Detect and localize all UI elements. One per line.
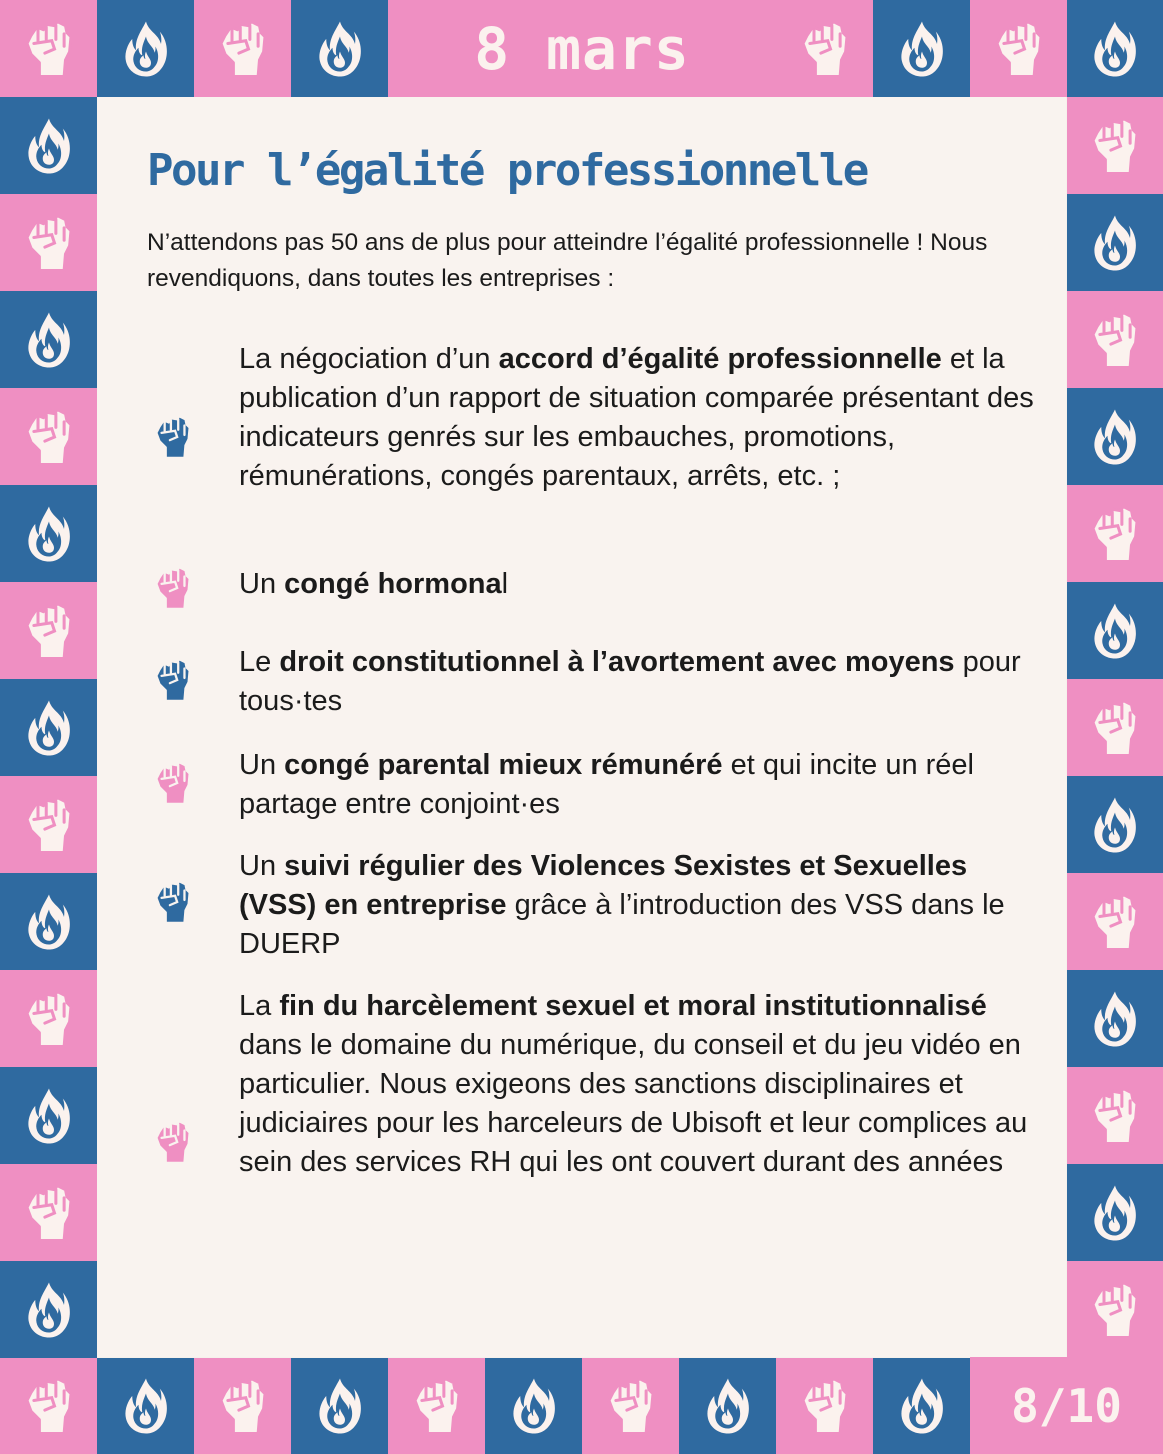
flame-icon bbox=[1090, 18, 1140, 80]
fist-tile bbox=[194, 0, 291, 97]
fist-icon bbox=[1087, 695, 1143, 761]
demand-text-part: pour tous·tes bbox=[239, 646, 1021, 717]
flame-icon bbox=[1090, 212, 1140, 274]
flame-tile bbox=[679, 1358, 776, 1454]
flame-tile bbox=[1067, 0, 1163, 97]
flame-tile bbox=[0, 97, 97, 194]
demand-text-part: Un bbox=[239, 749, 285, 781]
fist-icon bbox=[21, 792, 77, 858]
fist-icon bbox=[215, 16, 271, 82]
fist-icon bbox=[1087, 113, 1143, 179]
fist-icon bbox=[21, 210, 77, 276]
fist-icon bbox=[21, 16, 77, 82]
fist-icon bbox=[21, 986, 77, 1052]
flame-icon bbox=[1090, 1182, 1140, 1244]
fist-icon bbox=[797, 16, 853, 82]
fist-icon bbox=[152, 563, 194, 613]
fist-tile bbox=[0, 970, 97, 1067]
fist-tile bbox=[0, 1164, 97, 1261]
flame-tile bbox=[1067, 776, 1163, 873]
fist-icon bbox=[152, 758, 194, 808]
demand-emphasis: congé parental mieux rémunéré bbox=[284, 749, 723, 781]
demand-text-part: et la publication d’un rapport de situation comparée présentant des indicateurs genrés sur les embauches, promotions, rémunérations, congés parentaux, arrêts, etc. ; bbox=[239, 343, 1034, 492]
demand-emphasis: droit constitutionnel à l’avortement avec moyens bbox=[279, 646, 955, 678]
fist-icon bbox=[21, 1180, 77, 1246]
flame-tile bbox=[873, 0, 970, 97]
flame-icon bbox=[121, 18, 171, 80]
fist-icon bbox=[1087, 1277, 1143, 1343]
fist-icon bbox=[21, 598, 77, 664]
flame-icon bbox=[24, 1279, 74, 1341]
demand-text bbox=[239, 847, 1039, 964]
demand-text-part: La négociation d’un bbox=[239, 343, 499, 375]
flame-icon bbox=[1090, 988, 1140, 1050]
fist-icon bbox=[991, 16, 1047, 82]
flame-icon bbox=[897, 18, 947, 80]
header-banner bbox=[388, 0, 776, 97]
demand-text bbox=[239, 340, 1039, 496]
flame-icon bbox=[315, 1375, 365, 1437]
demand-text bbox=[239, 643, 1039, 721]
fist-tile bbox=[582, 1358, 679, 1454]
fist-icon bbox=[797, 1373, 853, 1439]
fist-tile bbox=[1067, 1067, 1163, 1164]
flame-tile bbox=[1067, 582, 1163, 679]
intro-text: N’attendons pas 50 ans de plus pour atteindre l’égalité professionnelle ! Nous revendiquons, dans toutes les entreprises : bbox=[147, 229, 988, 292]
header-title: 8 mars bbox=[474, 14, 690, 83]
fist-tile bbox=[1067, 485, 1163, 582]
fist-tile bbox=[388, 1358, 485, 1454]
fist-tile bbox=[0, 1358, 97, 1454]
fist-tile bbox=[776, 0, 873, 97]
flame-icon bbox=[24, 115, 74, 177]
flame-tile bbox=[97, 1358, 194, 1454]
fist-icon bbox=[409, 1373, 465, 1439]
demand-text bbox=[239, 746, 1039, 824]
fist-tile bbox=[0, 388, 97, 485]
content-panel bbox=[97, 97, 1066, 1357]
flame-icon bbox=[703, 1375, 753, 1437]
flame-icon bbox=[24, 309, 74, 371]
flame-tile bbox=[0, 679, 97, 776]
demand-emphasis: fin du harcèlement sexuel et moral institutionnalisé bbox=[279, 990, 987, 1022]
fist-icon bbox=[21, 1373, 77, 1439]
fist-tile bbox=[0, 776, 97, 873]
fist-tile bbox=[1067, 1261, 1163, 1358]
flame-tile bbox=[873, 1358, 970, 1454]
flame-icon bbox=[121, 1375, 171, 1437]
fist-tile bbox=[0, 194, 97, 291]
flame-icon bbox=[315, 18, 365, 80]
fist-tile bbox=[1067, 873, 1163, 970]
fist-icon bbox=[1087, 1083, 1143, 1149]
flame-tile bbox=[291, 0, 388, 97]
demand-emphasis: congé hormona bbox=[284, 568, 502, 600]
flame-tile bbox=[1067, 970, 1163, 1067]
demand-text-part: grâce à l’introduction des VSS dans le DUERP bbox=[239, 889, 1005, 960]
fist-icon bbox=[603, 1373, 659, 1439]
fist-icon bbox=[1087, 307, 1143, 373]
fist-icon bbox=[1087, 501, 1143, 567]
flame-tile bbox=[1067, 1164, 1163, 1261]
fist-tile bbox=[0, 0, 97, 97]
fist-icon bbox=[21, 404, 77, 470]
flame-icon bbox=[1090, 794, 1140, 856]
flame-icon bbox=[24, 697, 74, 759]
fist-icon bbox=[152, 655, 194, 705]
page-number-badge bbox=[970, 1357, 1163, 1454]
flame-icon bbox=[24, 891, 74, 953]
demand-text-part: La bbox=[239, 990, 280, 1022]
flame-tile bbox=[0, 1067, 97, 1164]
demand-text-part: l bbox=[501, 568, 509, 600]
flame-tile bbox=[0, 291, 97, 388]
fist-tile bbox=[1067, 291, 1163, 388]
fist-icon bbox=[1087, 889, 1143, 955]
flame-tile bbox=[1067, 194, 1163, 291]
flame-tile bbox=[97, 0, 194, 97]
demand-text-part: dans le domaine du numérique, du conseil et du jeu vidéo en particulier. Nous exigeons des sanctions disciplinaires et judiciaires pour les harceleurs de Ubisoft et leur complices au sein des services RH qui les ont couvert durant des années bbox=[239, 1029, 1028, 1178]
demand-text bbox=[239, 987, 1039, 1182]
flame-tile bbox=[1067, 388, 1163, 485]
demand-text-part: Le bbox=[239, 646, 280, 678]
flame-tile bbox=[291, 1358, 388, 1454]
fist-icon bbox=[152, 1117, 194, 1167]
fist-tile bbox=[0, 582, 97, 679]
fist-tile bbox=[970, 0, 1067, 97]
flame-tile bbox=[485, 1358, 582, 1454]
fist-tile bbox=[776, 1358, 873, 1454]
page-number: 8/10 bbox=[1011, 1378, 1122, 1433]
flame-tile bbox=[0, 1261, 97, 1358]
fist-icon bbox=[152, 412, 194, 462]
flame-tile bbox=[0, 873, 97, 970]
page-title: Pour l’égalité professionnelle bbox=[147, 145, 867, 196]
flame-icon bbox=[24, 1085, 74, 1147]
fist-tile bbox=[1067, 97, 1163, 194]
demand-emphasis: accord d’égalité professionnelle bbox=[498, 343, 942, 375]
demand-text-part: Un bbox=[239, 850, 285, 882]
fist-icon bbox=[152, 877, 194, 927]
flame-icon bbox=[1090, 406, 1140, 468]
fist-icon bbox=[215, 1373, 271, 1439]
flame-icon bbox=[1090, 600, 1140, 662]
demand-emphasis: suivi régulier des Violences Sexistes et Sexuelles (VSS) en entreprise bbox=[239, 850, 968, 921]
flame-icon bbox=[24, 503, 74, 565]
fist-tile bbox=[1067, 679, 1163, 776]
flame-icon bbox=[509, 1375, 559, 1437]
demand-text-part: et qui incite un réel partage entre conjoint·es bbox=[239, 749, 974, 820]
fist-tile bbox=[194, 1358, 291, 1454]
demand-text-part: Un bbox=[239, 568, 285, 600]
flame-icon bbox=[897, 1375, 947, 1437]
flame-tile bbox=[0, 485, 97, 582]
demand-text bbox=[239, 565, 1039, 604]
